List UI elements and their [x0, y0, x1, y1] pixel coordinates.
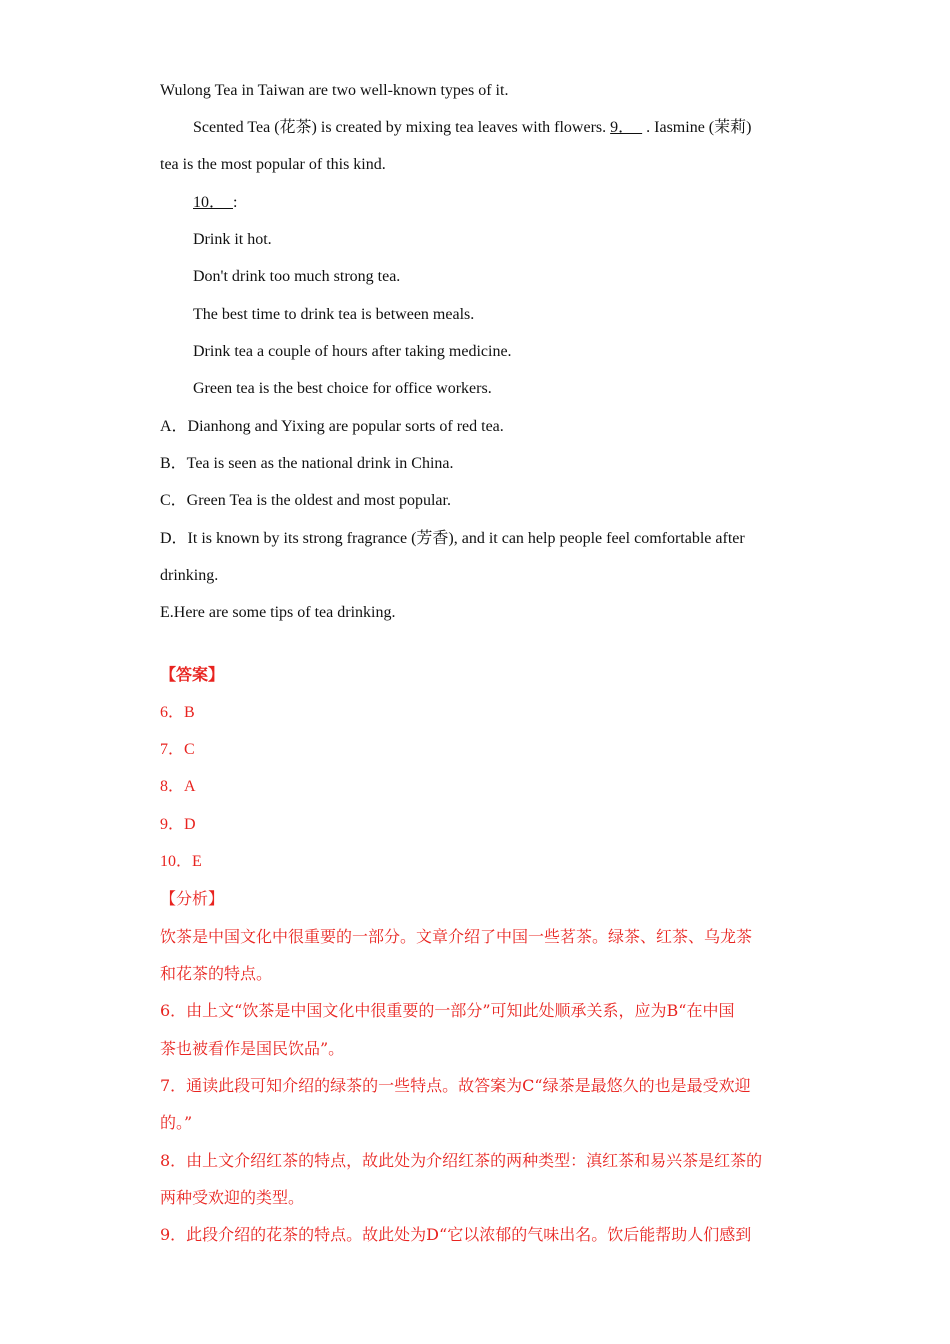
blank-9: 9．: [610, 119, 643, 136]
answer-item: 9．D: [160, 816, 196, 833]
answer-heading: 【答案】: [160, 665, 225, 684]
tip-item: Drink it hot.: [193, 231, 272, 248]
option-d-continued: drinking.: [160, 567, 219, 584]
passage-line: Wulong Tea in Taiwan are two well-known types of it.: [160, 82, 509, 99]
passage-line: tea is the most popular of this kind.: [160, 156, 386, 173]
analysis-line: 茶也被看作是国民饮品”。: [160, 1039, 345, 1058]
answer-item: 6．B: [160, 704, 195, 721]
analysis-line: 的。”: [160, 1113, 193, 1132]
analysis-line: 9．此段介绍的花茶的特点。故此处为D“它以浓郁的气味出名。饮后能帮助人们感到: [160, 1225, 752, 1244]
passage-text: Scented Tea (花茶) is created by mixing tea leaves with flowers.: [193, 119, 611, 136]
answer-item: 7．C: [160, 741, 195, 758]
answer-item: 8．A: [160, 778, 196, 795]
tip-item: Don't drink too much strong tea.: [193, 268, 401, 285]
option-c: C．Green Tea is the oldest and most popular.: [160, 492, 451, 509]
passage-text: :: [233, 194, 238, 211]
tip-item: Green tea is the best choice for office workers.: [193, 380, 492, 397]
analysis-line: 饮茶是中国文化中很重要的一部分。文章介绍了中国一些茗茶。绿茶、红茶、乌龙茶: [160, 927, 753, 946]
option-d: D．It is known by its strong fragrance (芳香), and it can help people feel comfortable after: [160, 530, 745, 547]
analysis-line: 8．由上文介绍红茶的特点，故此处为介绍红茶的两种类型：滇红茶和易兴茶是红茶的: [160, 1151, 763, 1170]
analysis-line: 6．由上文“饮茶是中国文化中很重要的一部分”可知此处顺承关系，应为B“在中国: [160, 1001, 735, 1020]
answer-item: 10．E: [160, 853, 202, 870]
option-b: B．Tea is seen as the national drink in China.: [160, 455, 454, 472]
option-a: A．Dianhong and Yixing are popular sorts of red tea.: [160, 418, 504, 435]
analysis-line: 两种受欢迎的类型。: [160, 1188, 305, 1207]
passage-text: . Iasmine (茉莉): [642, 119, 752, 136]
passage-line: [193, 116, 833, 140]
blank-10: 10．: [193, 194, 234, 211]
analysis-heading: 【分析】: [160, 889, 225, 908]
tip-item: Drink tea a couple of hours after taking medicine.: [193, 343, 512, 360]
analysis-line: 和花茶的特点。: [160, 964, 273, 983]
tip-item: The best time to drink tea is between meals.: [193, 306, 475, 323]
option-e: E.Here are some tips of tea drinking.: [160, 604, 396, 621]
passage-line: [193, 191, 833, 215]
analysis-line: 7．通读此段可知介绍的绿茶的一些特点。故答案为C“绿茶是最悠久的也是最受欢迎: [160, 1076, 751, 1095]
